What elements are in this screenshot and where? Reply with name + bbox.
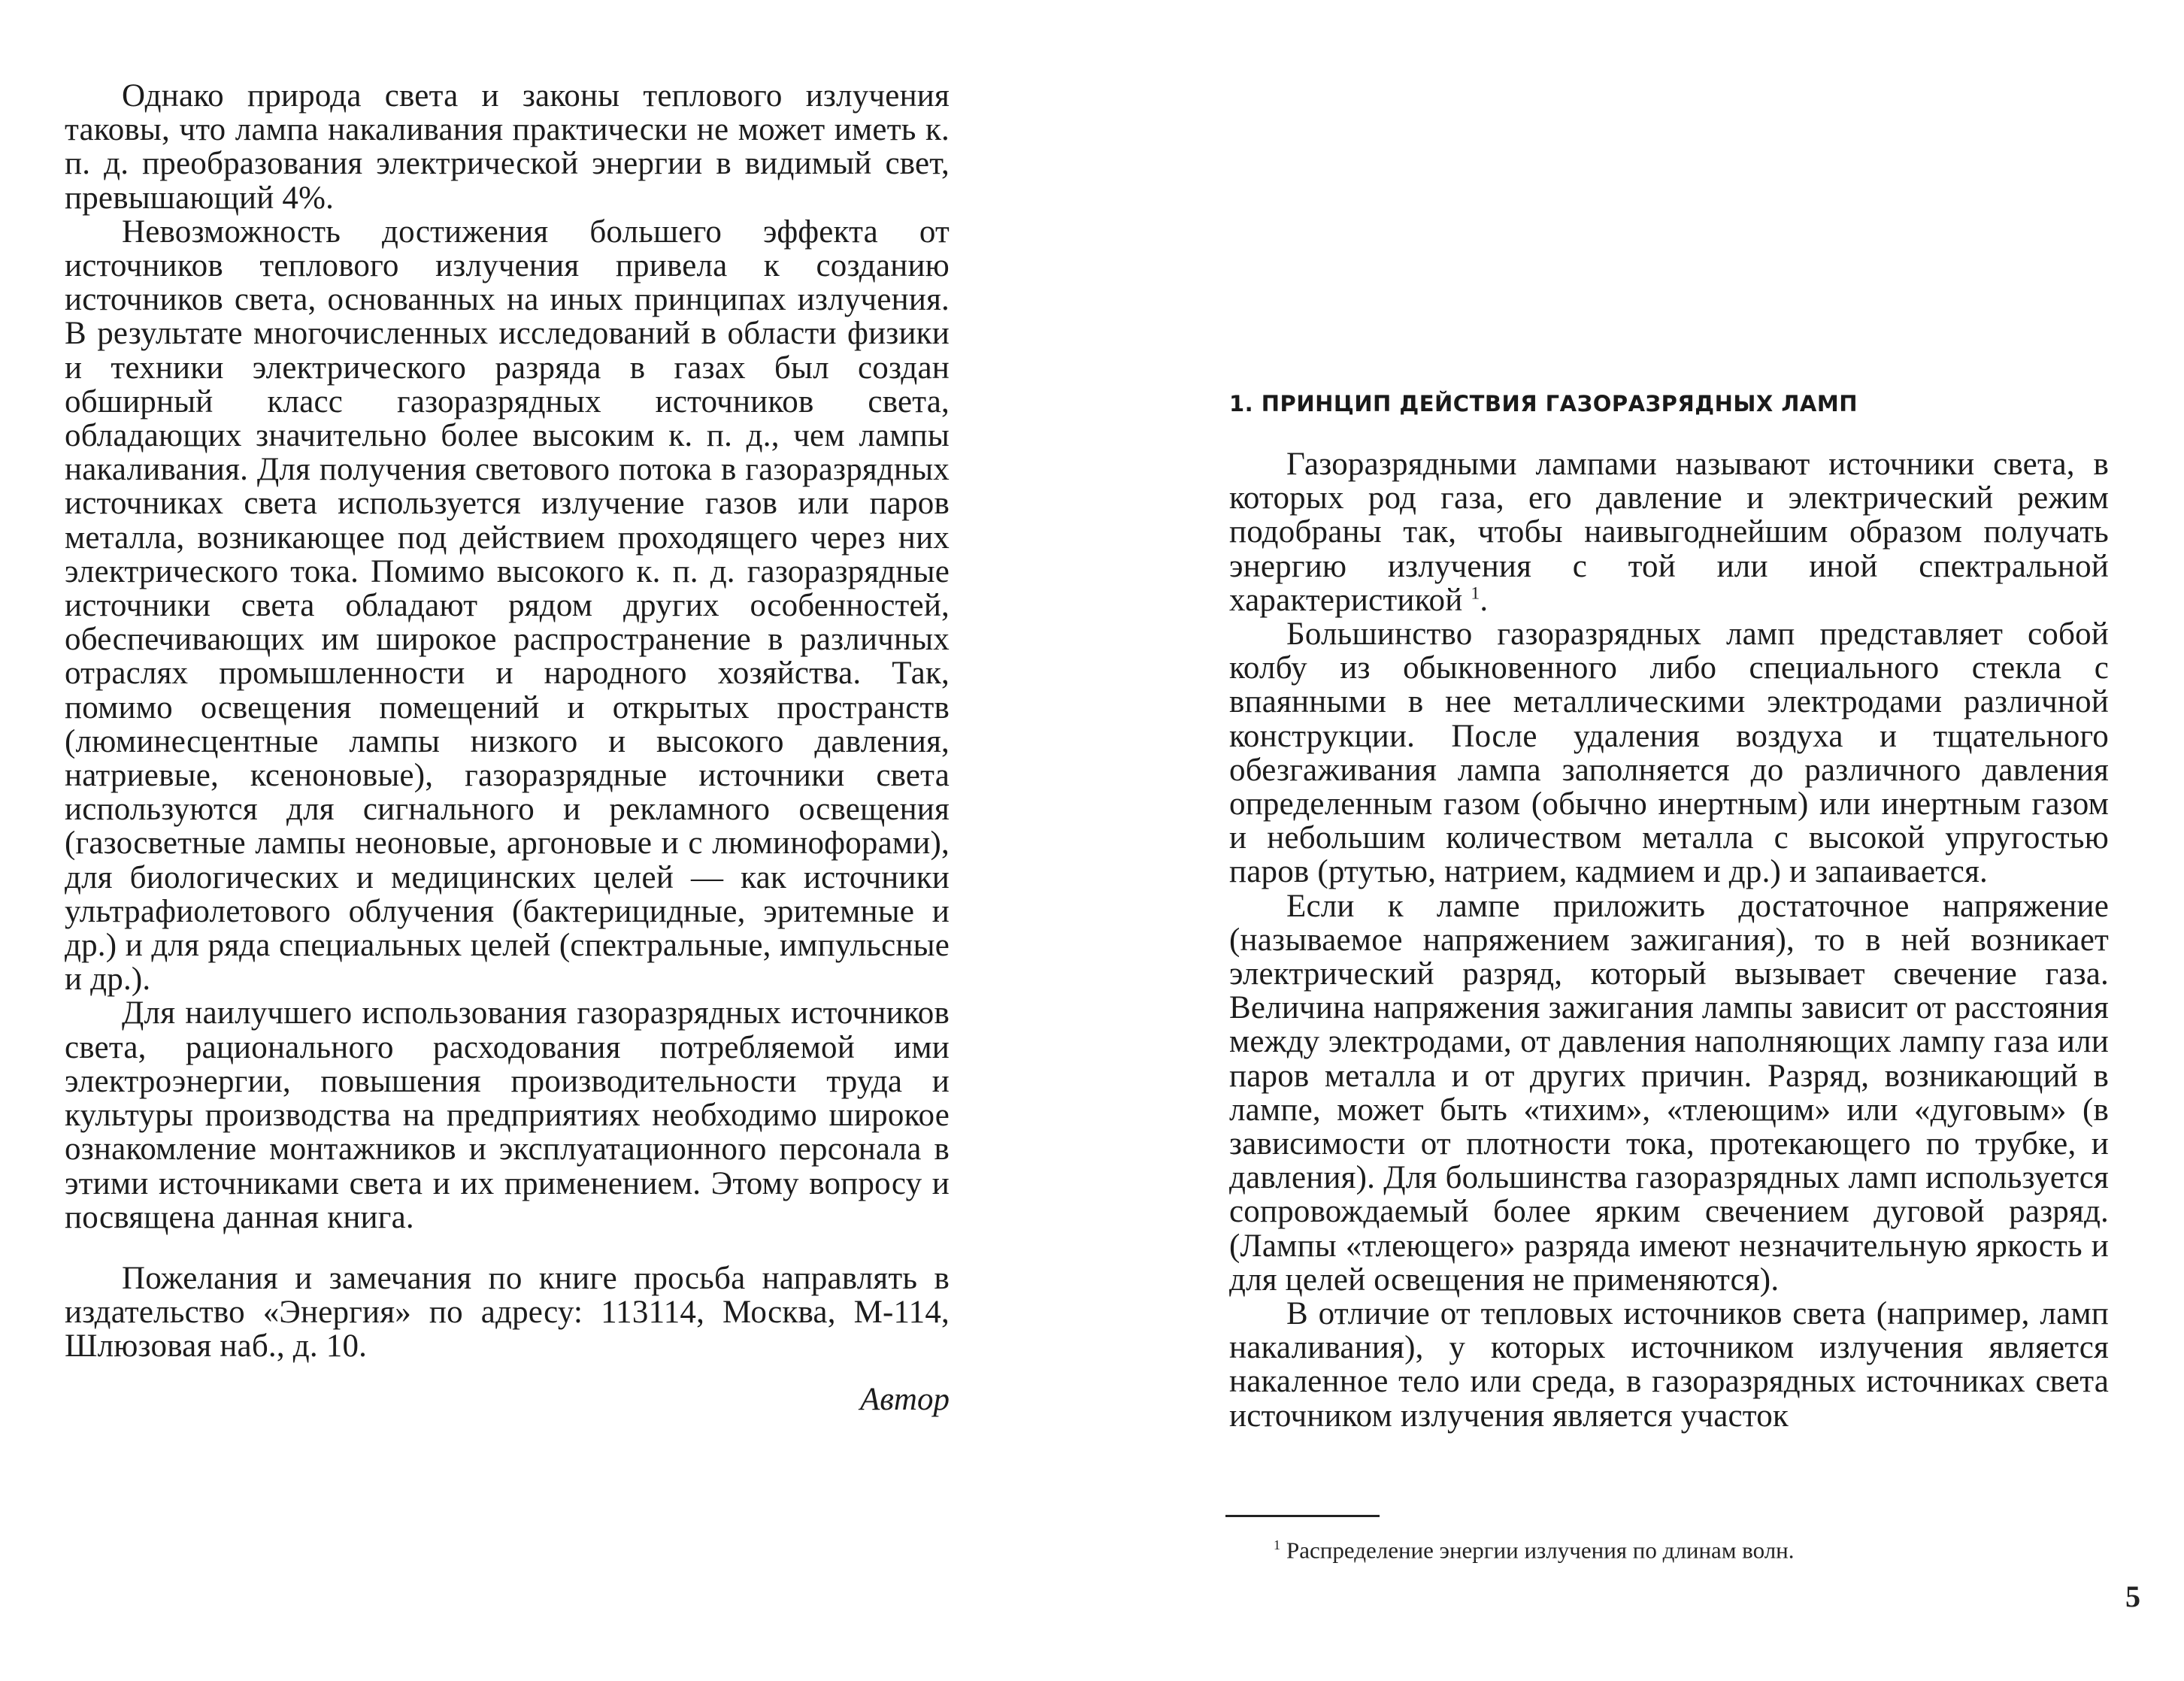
paragraph: Если к лампе приложить достаточное напряжение (называемое напряжением зажигания), то в ней возникает электрический разряд, который вызывает свечение газа. Величина напряжения зажигания лампы зависит от расстояния между электродами, от давления наполняющих лампу газа или паров металла и от других причин. Разряд, возникающий в лампе, может быть «тихим», «тлеющим» или «дуговым» (в зависимости от плотности тока, протекающего по трубке, и давления). Для большинства газоразрядных ламп используется сопровождаемый более ярким свечением дуговой разряд. (Лампы «тлеющего» разряда имеют незначительную яркость и для целей освещения не применяются). bbox=[1229, 888, 2109, 1298]
left-text-column bbox=[65, 79, 950, 1364]
paragraph: Большинство газоразрядных ламп представляет собой колбу из обыкновенного либо специального стекла с впаянными в нее металлическими электродами различной конструкции. После удаления воздуха и тщательного обезгаживания лампа заполняется до различного давления определенным газом (обычно инертным) или инертным газом и небольшим количеством металла с высокой упругостью паров (ртутью, натрием, кадмием и др.) и запаивается. bbox=[1229, 616, 2109, 890]
footnote-mark: 1 bbox=[1274, 1537, 1280, 1552]
paragraph-end: . bbox=[1480, 582, 1489, 618]
paragraph bbox=[1229, 447, 2109, 617]
footnote-divider bbox=[1225, 1515, 1380, 1517]
paragraph: Однако природа света и законы теплового излучения таковы, что лампа накаливания практически не может иметь к. п. д. преобразования электрической энергии в видимый свет, превышающий 4%. bbox=[65, 78, 950, 216]
paragraph: Невозможность достижения большего эффекта от источников теплового излучения привела к созданию источников света, основанных на иных принципах излучения. В результате многочисленных исследований в области физики и техники электрического разряда в газах был создан обширный класс газоразрядных источников света, обладающих значительно более высоким к. п. д., чем лампы накаливания. Для получения светового потока в газоразрядных источниках света используется излучение газов или паров металла, возникающее под действием проходящего через них электрического тока. Помимо высокого к. п. д. газоразрядные источники света обладают рядом других особенностей, обеспечивающих им широкое распространение в различных отраслях промышленности и народного хозяйства. Так, помимо освещения помещений и открытых пространств (люминесцентные лампы низкого и высокого давления, натриевые, ксеноновые), газоразрядные источники света используются для сигнального и рекламного освещения (газосветные лампы неоновые, аргоновые и с люминофорами), для биологических и медицинских целей — как источники ультрафиолетового облучения (бактерицидные, эритемные и др.) и для ряда специальных целей (спектральные, импульсные и др.). bbox=[65, 214, 950, 998]
paragraph-text: Газоразрядными лампами называют источники света, в которых род газа, его давление и электрический режим подобраны так, чтобы наивыгоднейшим образом получать энергию излучения с той или иной спектральной характеристикой bbox=[1229, 447, 2109, 618]
author-signature: Автор bbox=[860, 1382, 950, 1417]
footnote bbox=[1274, 1531, 1795, 1564]
feedback-address: Пожелания и замечания по книге просьба направлять в издательство «Энергия» по адресу: 113114, Москва, М-114, Шлюзовая наб., д. 10. bbox=[65, 1260, 950, 1364]
page-number: 5 bbox=[2125, 1580, 2140, 1613]
footnote-reference[interactable]: 1 bbox=[1471, 583, 1480, 604]
section-heading: 1. ПРИНЦИП ДЕЙСТВИЯ ГАЗОРАЗРЯДНЫХ ЛАМП bbox=[1229, 391, 1858, 416]
paragraph: Для наилучшего использования газоразрядных источников света, рационального расходования потребляемой ими электроэнергии, повышения производительности труда и культуры производства на предприятиях необходимо широкое ознакомление монтажников и эксплуатационного персонала в этими источниками света и их применением. Этому вопросу и посвящена данная книга. bbox=[65, 995, 950, 1235]
right-page bbox=[1092, 0, 2184, 1681]
footnote-text: Распределение энергии излучения по длинам волн. bbox=[1286, 1537, 1795, 1564]
paragraph: В отличие от тепловых источников света (например, ламп накаливания), у которых источником излучения является накаленное тело или среда, в газоразрядных источниках света источником излучения является участок bbox=[1229, 1296, 2109, 1434]
right-text-column bbox=[1229, 447, 2109, 1433]
